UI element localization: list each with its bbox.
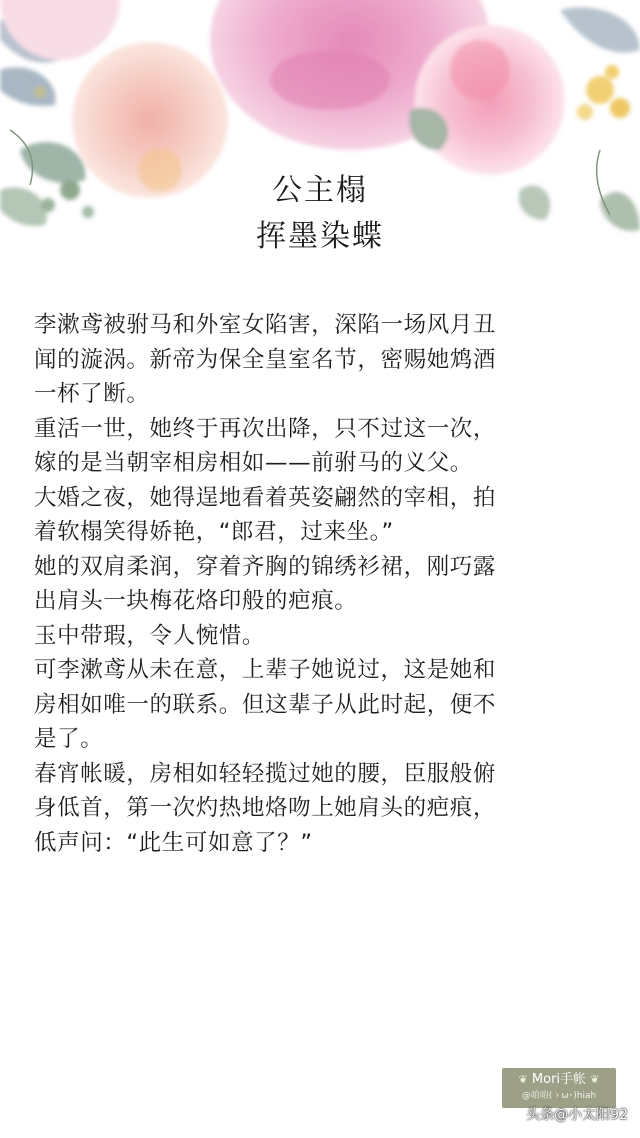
- text-line: 嫁的是当朝宰相房相如——前驸马的义父。: [34, 450, 473, 476]
- synopsis-text: [34, 308, 614, 860]
- author-name: 挥墨染蝶: [256, 219, 384, 254]
- book-title: 公主榻: [272, 173, 368, 208]
- text-line: 着软榻笑得娇艳，“郎君，过来坐。”: [34, 519, 394, 545]
- text-line: 身低首，第一次灼热地烙吻上她肩头的疤痕，: [34, 795, 497, 821]
- badge-title: Mori手帐: [531, 1072, 587, 1087]
- text-line: 她的双肩柔润，穿着齐胸的锦绣衫裙，刚巧露: [34, 553, 497, 580]
- text-line: 一杯了断。: [34, 381, 150, 407]
- badge-subtitle: @咱咱(ゝω･)hiah: [521, 1091, 597, 1101]
- text-line: 玉中带瑕，令人惋惜。: [34, 622, 266, 649]
- laurel-right-icon: ❦: [590, 1073, 600, 1086]
- text-line: 可李漱鸢从未在意，上辈子她说过，这是她和: [34, 657, 497, 683]
- text-line: 房相如唯一的联系。但这辈子从此时起，便不: [34, 691, 497, 718]
- laurel-left-icon: ❦: [518, 1073, 528, 1086]
- text-line: 重活一世，她终于再次出降，只不过这一次，: [34, 415, 497, 442]
- text-line: 大婚之夜，她得逞地看着英姿翩然的宰相，拍: [34, 484, 497, 511]
- text-line: 低声问：“此生可如意了？”: [34, 829, 313, 856]
- text-line: 闻的漩涡。新帝为保全皇室名节，密赐她鸩酒: [34, 346, 497, 373]
- mori-badge: [502, 1068, 616, 1108]
- toutiao-watermark: 头条@小太阳92: [526, 1107, 628, 1123]
- badge-title-row: [502, 1068, 616, 1090]
- text-line: 春宵帐暖，房相如轻轻揽过她的腰，臣服般俯: [34, 760, 497, 787]
- text-line: 李漱鸢被驸马和外室女陷害，深陷一场风月丑: [34, 312, 497, 338]
- text-line: 出肩头一块梅花烙印般的疤痕。: [34, 588, 358, 614]
- title-block: [0, 168, 640, 260]
- text-line: 是了。: [34, 726, 104, 752]
